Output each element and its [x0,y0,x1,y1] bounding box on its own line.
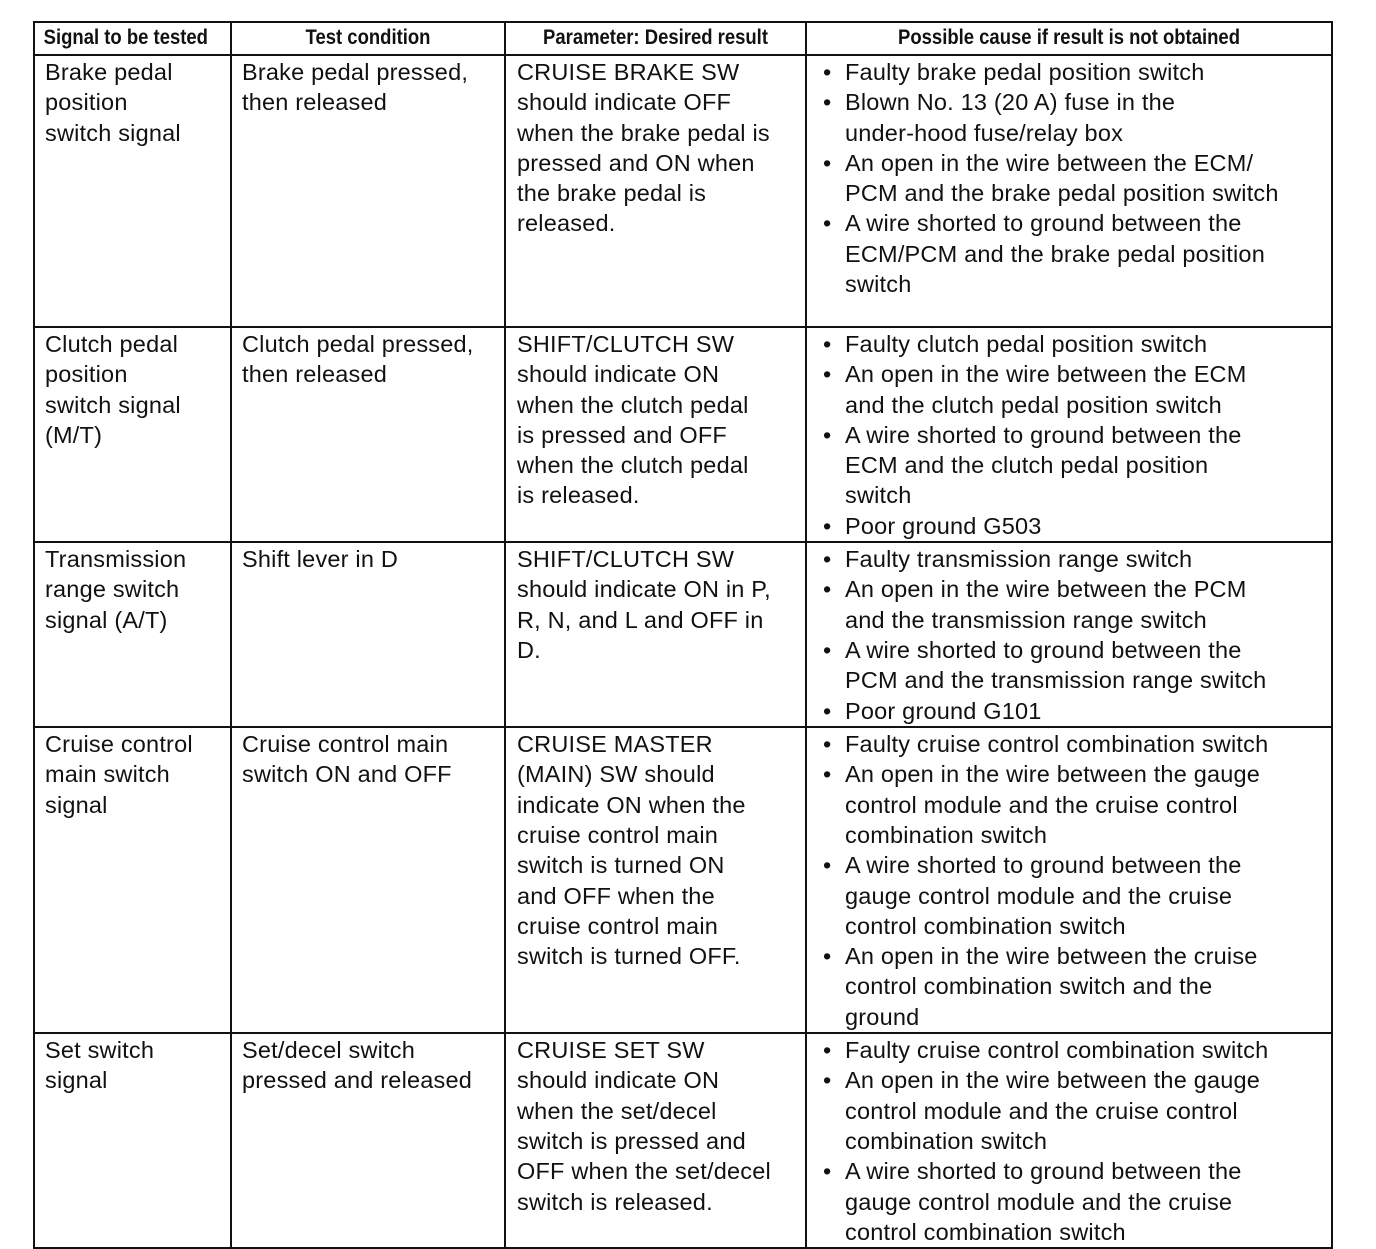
desired-result-cell [505,327,806,542]
test-condition-cell [231,55,505,327]
test-condition-cell [231,727,505,1033]
desired-result-cell [505,55,806,327]
signal-cell-text: Set switch signal [45,1037,155,1094]
cause-list [821,57,1327,299]
table-header-row [34,22,1332,55]
cause-text: • A wire shorted to ground between the ECM and the clutch pedal position switch [845,421,1242,509]
signal-cell [34,542,231,727]
test-condition-cell-text: Shift lever in D [242,546,399,573]
cause-list-item [821,420,1327,511]
cause-text: • An open in the wire between the gauge control module and the cruise control combination switch [845,1067,1261,1154]
cause-list-item [821,148,1327,209]
cause-text: • Blown No. 13 (20 A) fuse in the under-hood fuse/relay box [845,89,1176,146]
desired-result-cell [505,1033,806,1248]
cause-text: • A wire shorted to ground between the PCM and the transmission range switch [845,636,1267,694]
possible-cause-cell [806,327,1332,542]
cause-list-item [821,850,1327,941]
cause-list-item [821,544,1327,574]
cause-text: • Faulty cruise control combination switch [845,731,1269,758]
desired-result-cell-text: CRUISE MASTER (MAIN) SW should indicate ON when the cruise control main switch is turned ON and OFF when the cruise control main switch is turned OFF. [517,731,746,970]
cause-list-item [821,1035,1327,1065]
cause-list-item [821,87,1327,148]
cause-list-item [821,941,1327,1032]
signal-cell [34,727,231,1033]
test-condition-cell [231,1033,505,1248]
desired-result-cell-text: SHIFT/CLUTCH SW should indicate ON when the clutch pedal is pressed and OFF when the clutch pedal is released. [517,331,749,509]
cause-text: • A wire shorted to ground between the ECM/PCM and the brake pedal position switch [845,210,1265,298]
possible-cause-cell [806,1033,1332,1248]
test-condition-cell [231,542,505,727]
cause-text: • An open in the wire between the PCM and the transmission range switch [845,576,1247,633]
header-possible-cause: Possible cause if result is not obtained [838,22,1301,55]
test-condition-cell-text: Set/decel switch pressed and released [242,1037,473,1094]
signal-cell [34,1033,231,1248]
test-condition-cell-text: Clutch pedal pressed, then released [242,331,474,388]
test-condition-cell-text: Brake pedal pressed, then released [242,59,469,116]
cause-text: • Faulty cruise control combination switch [845,1037,1269,1064]
possible-cause-cell [806,55,1332,327]
cause-text: • An open in the wire between the ECM and the clutch pedal position switch [845,361,1247,418]
cause-list-item [821,57,1327,87]
signal-cell [34,55,231,327]
signal-cell-text: Brake pedal position switch signal [45,59,181,146]
cause-text: • Faulty brake pedal position switch [845,59,1205,85]
cause-list-item [821,1065,1327,1156]
header-desired-result: Parameter: Desired result [523,22,788,55]
cause-list-item [821,574,1327,635]
header-signal: Signal to be tested [34,22,207,55]
table-row [34,542,1332,727]
table-row [34,327,1332,542]
cause-text: • A wire shorted to ground between the gauge control module and the cruise control combination switch [845,852,1242,939]
table-body [34,55,1332,1248]
signal-cell-text: Cruise control main switch signal [45,731,193,818]
table-row [34,1033,1332,1248]
cause-text: • Faulty transmission range switch [845,546,1193,573]
cause-list-item [821,635,1327,696]
cause-text: • Faulty clutch pedal position switch [845,331,1208,357]
cause-list [821,329,1327,541]
diagnostic-table [33,21,1333,1249]
cause-text: • A wire shorted to ground between the gauge control module and the cruise control combination switch [845,1158,1242,1245]
cause-list-item [821,729,1327,759]
possible-cause-cell [806,542,1332,727]
cause-list-item [821,696,1327,726]
desired-result-cell-text: CRUISE BRAKE SW should indicate OFF when the brake pedal is pressed and ON when the brake pedal is released. [517,59,770,237]
cause-text: • An open in the wire between the ECM/ PCM and the brake pedal position switch [845,149,1279,207]
cause-list-item [821,359,1327,420]
possible-cause-cell [806,727,1332,1033]
desired-result-cell-text: SHIFT/CLUTCH SW should indicate ON in P, R, N, and L and OFF in D. [517,546,771,663]
desired-result-cell [505,542,806,727]
cause-text: • An open in the wire between the cruise control combination switch and the ground [845,943,1258,1030]
table-row [34,727,1332,1033]
cause-list-item [821,1156,1327,1247]
signal-cell-text: Transmission range switch signal (A/T) [45,546,187,633]
test-condition-cell-text: Cruise control main switch ON and OFF [242,731,452,788]
cause-text: • Poor ground G101 [845,697,1042,724]
cause-list-item [821,759,1327,850]
header-test-condition: Test condition [247,22,488,55]
desired-result-cell-text: CRUISE SET SW should indicate ON when the set/decel switch is pressed and OFF when the set/decel switch is released. [517,1037,771,1215]
desired-result-cell [505,727,806,1033]
signal-cell-text: Clutch pedal position switch signal (M/T) [45,331,181,448]
cause-text: • An open in the wire between the gauge control module and the cruise control combination switch [845,761,1261,848]
signal-cell [34,327,231,542]
cause-list [821,729,1327,1032]
cause-list [821,1035,1327,1247]
cause-list [821,544,1327,726]
cause-list-item [821,511,1327,541]
cause-list-item [821,208,1327,299]
table-row [34,55,1332,327]
test-condition-cell [231,327,505,542]
cause-list-item [821,329,1327,359]
cause-text: • Poor ground G503 [845,512,1042,539]
